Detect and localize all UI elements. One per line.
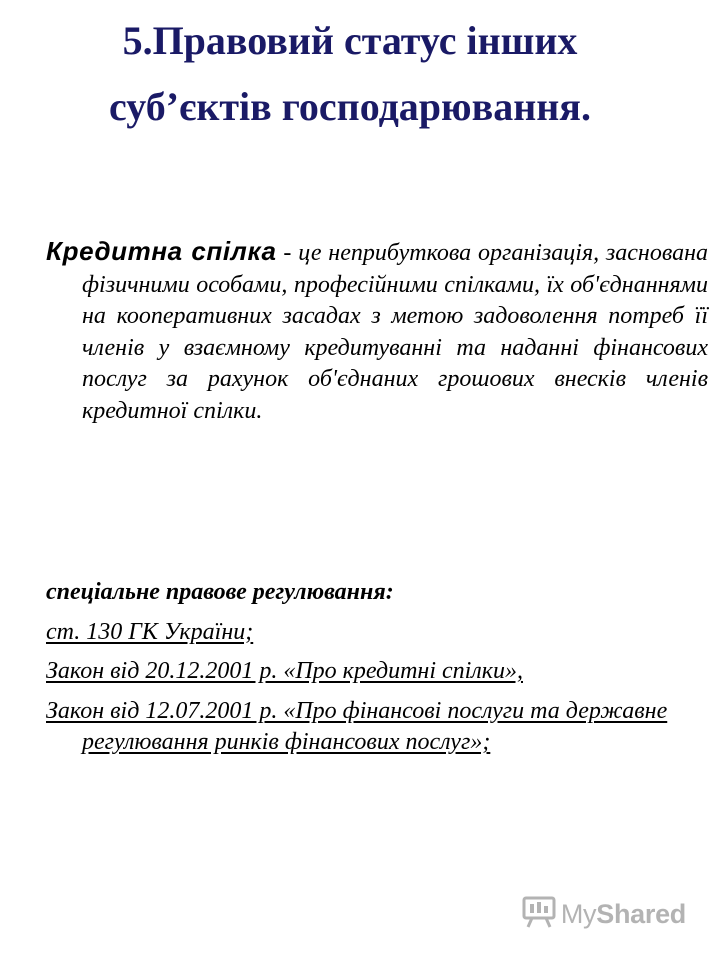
myshared-watermark [521,894,686,934]
regulation-ref-financial-services-law[interactable]: Закон від 12.07.2001 р. «Про фінансові послуги та державне регулювання ринків фінансових послуг»; [46,697,668,755]
regulation-heading: спеціальне правове регулювання: [46,579,394,605]
slide-title [0,8,700,140]
definition-dash: - [283,240,292,266]
presentation-board-icon [521,893,557,936]
regulation-ref-credit-unions-law[interactable]: Закон від 20.12.2001 р. «Про кредитні спілки», [46,658,523,684]
slide-title-line-2: суб’єктів господарювання. [109,84,591,129]
regulation-section [46,577,686,767]
definition-text: це неприбуткова організація, заснована фізичними особами, професійними спілками, їх об'єднаннями на кооперативних засадах з метою задоволення потреб її членів у взаємному кредитуванні та наданні фінансових послуг за рахунок об'єднаних грошових внесків членів кредитної спілки. [82,240,708,424]
regulation-ref-civil-code[interactable]: ст. 130 ГК України; [46,618,254,645]
definition-term: Кредитна спілка [46,236,277,266]
slide-title-line-1: 5.Правовий статус інших [122,18,578,63]
watermark-brand: MyShared [560,898,686,929]
definition-paragraph [46,236,708,427]
